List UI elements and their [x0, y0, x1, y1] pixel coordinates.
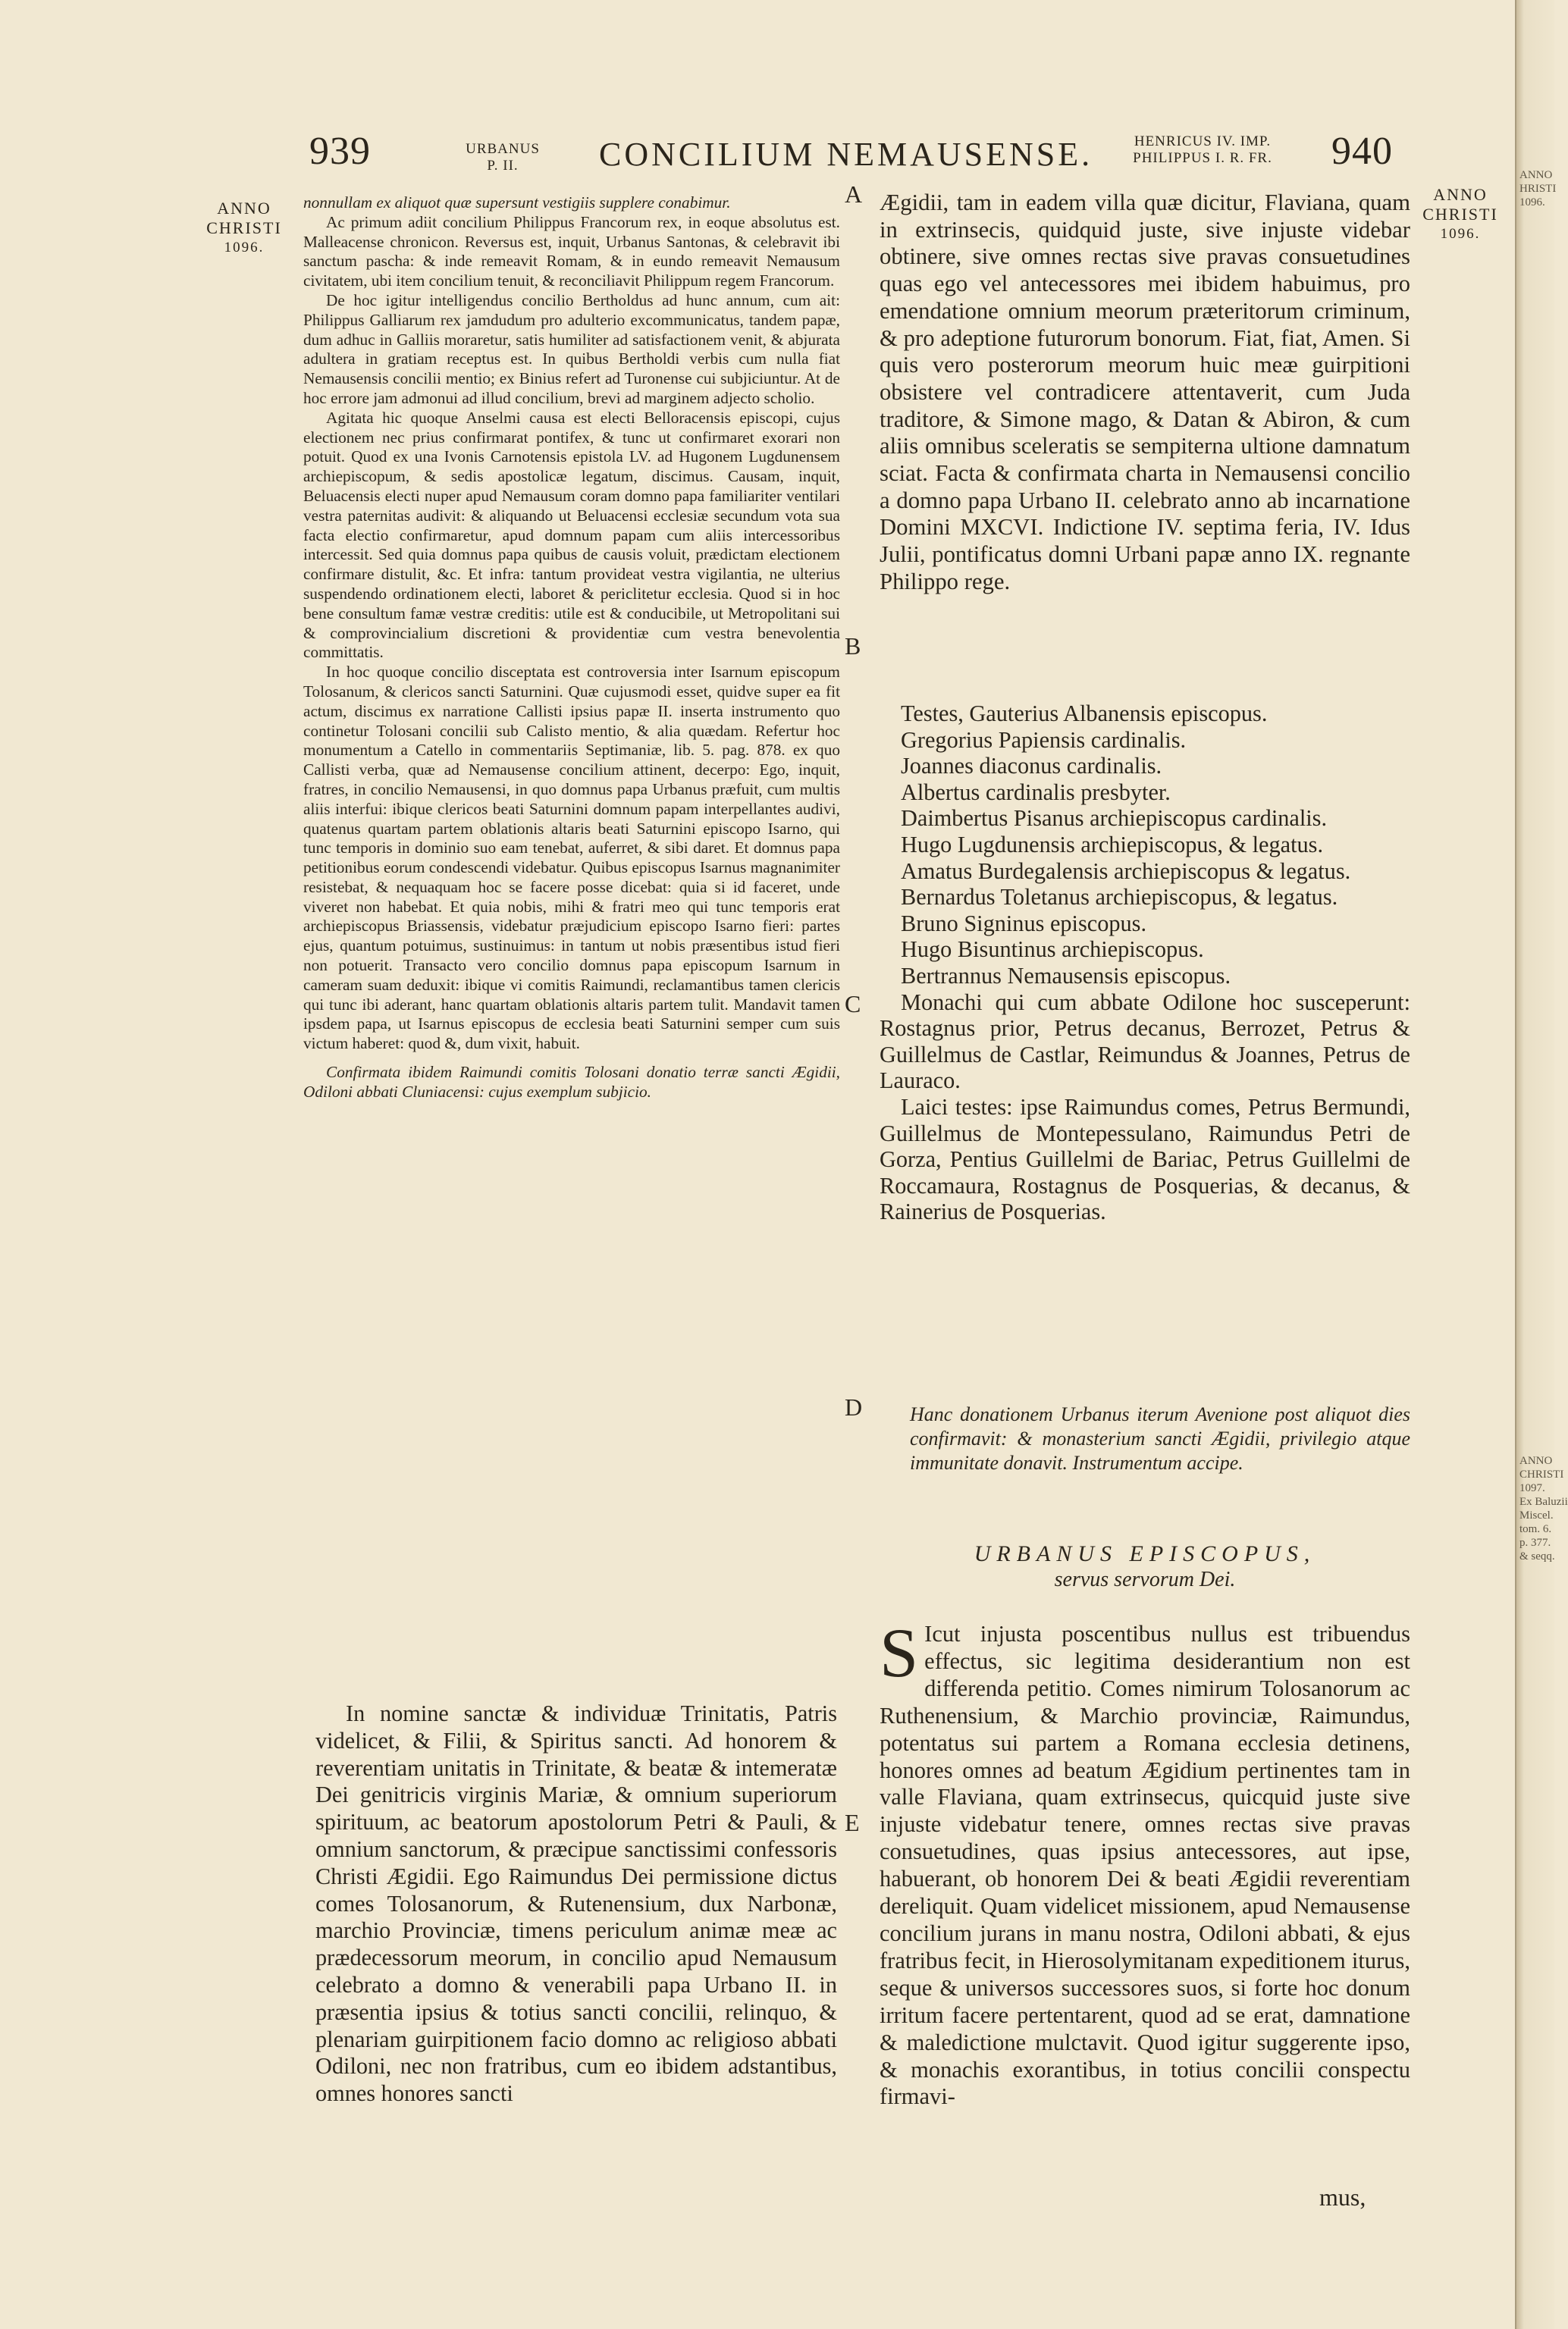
bull-heading: URBANUS EPISCOPUS,: [974, 1541, 1316, 1566]
section-marker-d: D: [845, 1393, 863, 1421]
witness-item: Bernardus Toletanus archiepiscopus, & legatus.: [901, 884, 1338, 911]
column-number-left: 939: [309, 130, 371, 173]
section-marker-b: B: [845, 632, 861, 660]
witness-item: Daimbertus Pisanus archiepiscopus cardinalis.: [901, 805, 1328, 832]
section-marker-a: A: [845, 180, 863, 208]
witness-item: Testes, Gauterius Albanensis episcopus.: [901, 701, 1268, 726]
section-marker-c: C: [845, 990, 861, 1017]
bull-text: Icut injusta poscentibus nullus est tribuendus effectus, sic legitima desiderantium non est differenda petitio. Comes nimirum Tolosanorum ac Ruthenensium, & Marchio provinciæ, Raimundus, potentatus sui partem a Romana ecclesia detinens, honores omnes ad beatum Ægidium pertinentes tam in valle Flaviana, quam extrinsecus, quicquid juste sive injuste videbatur tenere, omnes rectas sive pravas consuetudines, quas ipsius antecessores, aut ipse, habuerant, ob honorem Dei & beati Ægidii reverentiam dereliquit. Quam videlicet missionem, apud Nemausense concilium jurans in manu nostra, Odiloni abbati, & ejus fratribus fecit, in Hierosolymitanam expeditionem iturus, seque & universos successores suos, si forte hoc donum irritum facere pertentarent, quod ad se erat, damnatione & maledictione mulctavit. Quod igitur suggerente ipso, & monachis exorantibus, in totius concilii conspectu firmavi-: [880, 1621, 1410, 2110]
witness-item: Bertrannus Nemausensis episcopus.: [901, 962, 1231, 989]
facing-page-year-note: ANNO HRISTI 1096.: [1519, 169, 1557, 208]
lay-witnesses: Laici testes: ipse Raimundus comes, Petrus Bermundi, Guillelmus de Montepessulano, Raimundus Petri de Gorza, Pentius Guillelmi de Bariac, Petrus Guillelmi de Roccamaura, Rostagnus de Posquerias, & decanus, & Rainerius de Posquerias.: [880, 1093, 1410, 1225]
year-margin-right: ANNO CHRISTI 1096.: [1422, 185, 1498, 242]
witness-item: Gregorius Papiensis cardinalis.: [901, 726, 1187, 753]
header-pope: URBANUS P. II.: [466, 141, 540, 174]
section-marker-e: E: [845, 1809, 860, 1836]
witness-item: Hugo Lugdunensis archiepiscopus, & legatus.: [901, 831, 1324, 857]
note-paragraph: De hoc igitur intelligendus concilio Bertholdus ad hunc annum, cum ait: Philippus Galliarum rex jamdudum pro adulterio excommunicatus, tandem papæ, dum adhuc in Galliis moraretur, satis humiliter ad satisfactionem venit, & abjurata adultera in gratiam receptus est. In quibus Bertholdi verbis cum nulla fiat Nemausensis concilii mentio; ex Binius refert ad Turonense cui subjiciuntur. At de hoc errore jam admonui ad illud concilium, brevi ad marginem adjecto scholio.: [303, 290, 840, 407]
header-rulers: HENRICUS IV. IMP. PHILIPPUS I. R. FR.: [1133, 133, 1272, 166]
witness-list: [880, 701, 1410, 1225]
charter-continuation-text: Ægidii, tam in eadem villa quæ dicitur, Flaviana, quam in extrinsecis, quidquid juste, sive injuste videbar obtinere, sive omnes rectas sive pravas consuetudines quas ego vel antecessores mei ibidem habuimus, pro emendatione omnium meorum præteritorum criminum, & pro adeptione futurorum bonorum. Fiat, fiat, Amen. Si quis vero posterorum meorum huic meæ guirpitioni obsistere vel contradicere attentaverit, cum Juda traditore, & Simone mago, & Datan & Abiron, & cum aliis omnibus sceleratis se sempiterna ultione damnatum sciat. Facta & confirmata charta in Nemausensi concilio a domno papa Urbano II. celebrato anno ab incarnatione Domini MXCVI. Indictione IV. septima feria, IV. Idus Julii, pontificatus domni Urbani papæ anno IX. regnante Philippo rege.: [880, 190, 1410, 594]
bull-text-block: [880, 1614, 1410, 2111]
bull-subheading: servus servorum Dei.: [1054, 1568, 1236, 1591]
witness-item: Amatus Burdegalensis archiepiscopus & legatus.: [901, 857, 1351, 884]
editorial-note: Hanc donationem Urbanus iterum Avenione post aliquot dies confirmavit: & monasterium sancti Ægidii, privilegio atque immunitate donavit. Instrumentum accipe.: [910, 1403, 1410, 1474]
right-column-charter-continuation: [880, 190, 1410, 596]
left-column-notes: [303, 193, 840, 1102]
charter-text: In nomine sanctæ & individuæ Trinitatis, Patris videlicet, & Filii, & Spiritus sancti. Ad honorem & reverentiam unitatis in Trinitate, & beatæ & intemeratæ Dei genitricis virginis Mariæ, & omnium superiorum spirituum, ac beatorum apostolorum Petri & Pauli, & omnium sanctorum, & præcipue sanctissimi confessoris Christi Ægidii. Ego Raimundus Dei permissione dictus comes Tolosanorum, & Rutenensium, dux Narbonæ, marchio Provinciæ, timens periculum animæ meæ ac prædecessorum meorum, in concilio apud Nemausum celebrato a domno & venerabili papa Urbano II. in præsentia ipsius & totius sancti concilii, relinquo, & plenariam guirpitionem facio domno ac religioso abbati Odiloni, nec non fratribus, cum eo ibidem adstantibus, omnes honores sancti: [315, 1701, 837, 2107]
witness-item: Albertus cardinalis presbyter.: [901, 779, 1171, 805]
column-number-right: 940: [1331, 130, 1393, 173]
note-paragraph: In hoc quoque concilio disceptata est controversia inter Isarnum episcopum Tolosanum, & clericos sancti Saturnini. Quæ cujusmodi esset, quidve super ea fit actum, discimus ex narratione Callisti ipsius papæ II. inserta instrumento quo continetur Tolosani concilii sub Calisto mentio, & alia quædam. Refertur hoc monumentum a Catello in commentariis Septimaniæ, lib. 5. pag. 878. ex quo Callisti verba, quæ ad Nemausense concilium attinent, decerpo: Ego, inquit, fratres, in concilio Nemausensi, in quo domnus papa Urbanus præfuit, cum multis aliis interfui: ibique clericos beati Saturnini domnum papam interpellantes audivi, quatenus quartam partem oblationis altaris beati Saturnini episcopo Isarno, qui tunc temporis in dominio suo eam tenebat, auferret, & sibi daret. Et domnus papa petitionibus eorum condescendi videbatur. Quibus episcopus Isarnus magnanimiter resistebat, & nequaquam hoc se facere posse dicebat: quia si id faceret, unde viveret non habebat. Et quia nobis, mihi & fratri meo qui tunc temporis erat archiepiscopus Briassensis, videbatur præjudicium episcopo Isarno fieri: partes ejus, quantum potuimus, sustinuimus: in tantum ut nobis præsentibus istud fieri non potuerit. Transacto vero concilio domnus papa episcopum Isarnum in cameram suam deduxit: ibique vi comitis Raimundi, reclamantibus tamen clericis qui tunc ibi aderant, hanc quartam oblationis altaris partem tulit. Mandavit tamen ipsdem papa, ut Isarnus episcopus de ecclesia beati Saturnini semper cum suis victum haberet: quod &, dum vixit, habuit.: [303, 663, 840, 1053]
facing-page-edge: [1515, 0, 1568, 2329]
note-paragraph: nonnullam ex aliquot quæ supersunt vestigiis supplere conabimur.: [303, 193, 731, 212]
witness-item: Hugo Bisuntinus archiepiscopus.: [901, 936, 1204, 963]
monk-witnesses: Monachi qui cum abbate Odilone hoc susceperunt: Rostagnus prior, Petrus decanus, Berrozet, Petrus & Guillelmus de Castlar, Reimundus & Joannes, Petrus de Lauraco.: [880, 989, 1410, 1094]
note-paragraph: Ac primum adiit concilium Philippus Francorum rex, in eoque absolutus est. Malleacense chronicon. Reversus est, inquit, Urbanus Santonas, & celebravit ibi sanctum pascha: & inde remeavit Romam, & in eundo remeavit Nemausum civitatem, ubi item concilium tenuit, & reconciliavit Philippum regem Francorum.: [303, 212, 840, 290]
witness-item: Bruno Signinus episcopus.: [901, 910, 1147, 936]
running-title: CONCILIUM NEMAUSENSE.: [599, 136, 1093, 173]
note-paragraph-intro: Confirmata ibidem Raimundi comitis Tolosani donatio terræ sancti Ægidii, Odiloni abbati Cluniacensi: cujus exemplum subjicio.: [303, 1063, 840, 1101]
note-paragraph: Agitata hic quoque Anselmi causa est electi Belloracensis episcopi, cujus electionem nec prius confirmarat pontifex, & tunc ut confirmaret exorari non potuit. Quod ex una Ivonis Carnotensis epistola LV. ad Hugonem Lugdunensem archiepiscopum, & sedis apostolicæ legatum, discimus. Causam, inquit, Beluacensis electi nuper apud Nemausum coram domno papa familiariter ventilari vestra paternitas audivit: & aliquando ut Beluacensi ecclesiæ secundum vota sua facta electio confirmaretur, apud domnum papam cum aliis intercessoribus intercessit. Sed quia domnus papa quibus de causis voluit, prædictam electionem confirmare distulit, &c. Et infra: tantum provideat vestra vigilantia, ne ulterius suspendendo ordinationem electi, laboret & periclitetur ecclesia. Quod si in hoc bene consultum famæ vestræ creditis: utile est & conducibile, ut Metropolitani sui & comprovincialium discretioni & providentiæ cum vestra benevolentia committatis.: [303, 408, 840, 662]
facing-page-margin-note: ANNO CHRISTI 1097. Ex Baluzii Miscel. tom. 6. p. 377. & seqq.: [1519, 1455, 1568, 1563]
year-margin-left: ANNO CHRISTI 1096.: [206, 199, 282, 255]
left-column-charter: [315, 1701, 837, 2108]
witness-item: Joannes diaconus cardinalis.: [901, 753, 1162, 779]
drop-cap: S: [880, 1614, 919, 1691]
catchword: mus,: [1319, 2183, 1366, 2211]
